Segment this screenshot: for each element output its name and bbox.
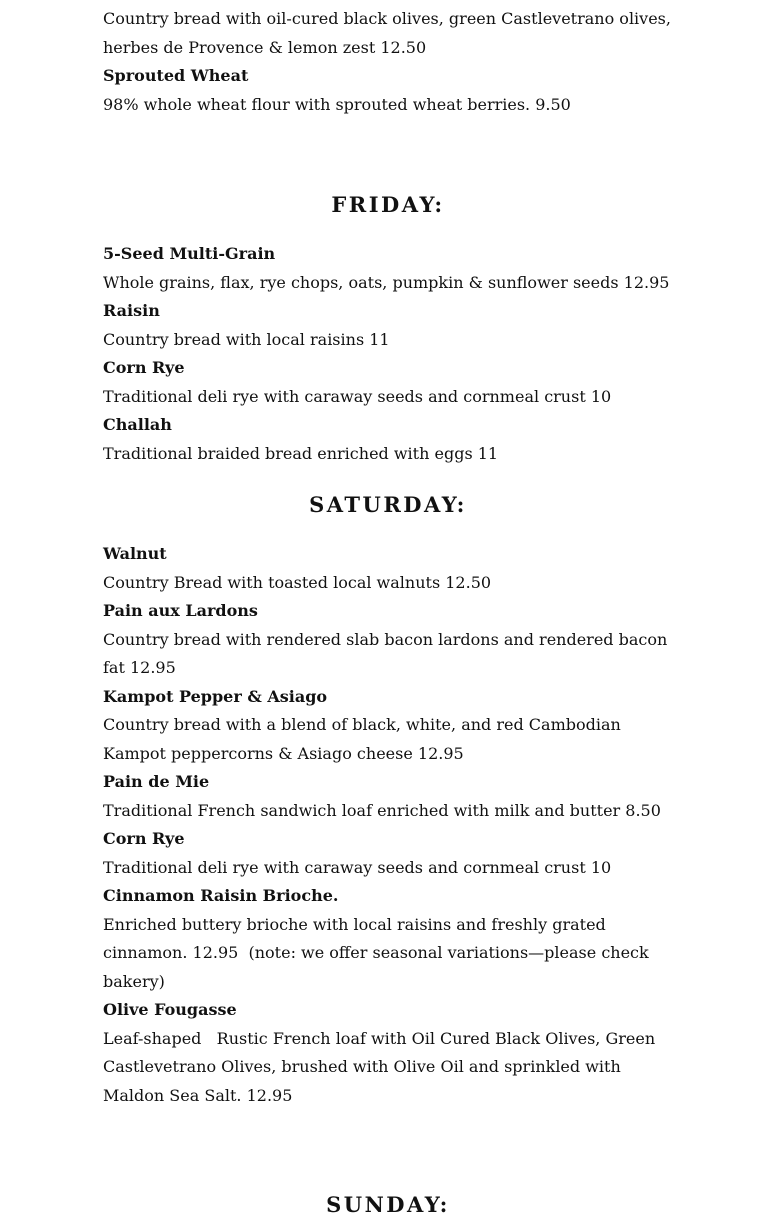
item-name: 5-Seed Multi-Grain [103, 244, 276, 263]
item-name: Cinnamon Raisin Brioche. [103, 886, 339, 905]
item-name: Sprouted Wheat [103, 66, 249, 85]
item-description: Traditional French sandwich loaf enriched with milk and butter 8.50 [103, 800, 661, 820]
item-description: Country bread with oil-cured black olives, green Castlevetrano olives, herbes de Provence & lemon zest 12.50 [103, 9, 671, 57]
item-name: Pain aux Lardons [103, 601, 258, 620]
item-name: Raisin [103, 301, 160, 320]
item-description: Leaf-shaped Rustic French loaf with Oil Cured Black Olives, Green Castlevetrano Olives, brushed with Olive Oil and sprinkled with Maldon Sea Salt. 12.95 [103, 1028, 661, 1105]
saturday-heading: SATURDAY: [309, 492, 467, 517]
item-name: Olive Fougasse [103, 1000, 237, 1019]
item-name: Kampot Pepper & Asiago [103, 686, 328, 706]
item-description: Traditional deli rye with caraway seeds and cornmeal crust 10 [103, 386, 612, 406]
friday-heading: FRIDAY: [331, 192, 445, 217]
item-description: Country Bread with toasted local walnuts 12.50 [103, 572, 492, 592]
item-name: Challah [103, 415, 172, 434]
item-description: Country bread with rendered slab bacon lardons and rendered bacon fat 12.95 [103, 629, 668, 677]
sunday-heading: SUNDAY: [326, 1192, 450, 1217]
item-name: Corn Rye [103, 358, 185, 377]
item-description: Whole grains, flax, rye chops, oats, pumpkin & sunflower seeds 12.95 [103, 272, 670, 292]
item-description: Enriched buttery brioche with local raisins and freshly grated cinnamon. 12.95 (note: we offer seasonal variations—please check bakery) [103, 914, 654, 991]
item-description: 98% whole wheat flour with sprouted wheat berries. 9.50 [103, 94, 571, 114]
item-name: Corn Rye [103, 829, 185, 848]
item-name: Walnut [103, 544, 167, 563]
item-description: Country bread with a blend of black, white, and red Cambodian Kampot peppercorns & Asiago cheese 12.95 [103, 715, 621, 763]
item-name: Pain de Mie [103, 772, 210, 791]
item-description: Country bread with local raisins 11 [103, 329, 390, 349]
item-description: Traditional deli rye with caraway seeds and cornmeal crust 10 [103, 857, 612, 877]
menu-page [103, 5, 673, 1220]
item-description: Traditional braided bread enriched with eggs 11 [103, 443, 499, 463]
